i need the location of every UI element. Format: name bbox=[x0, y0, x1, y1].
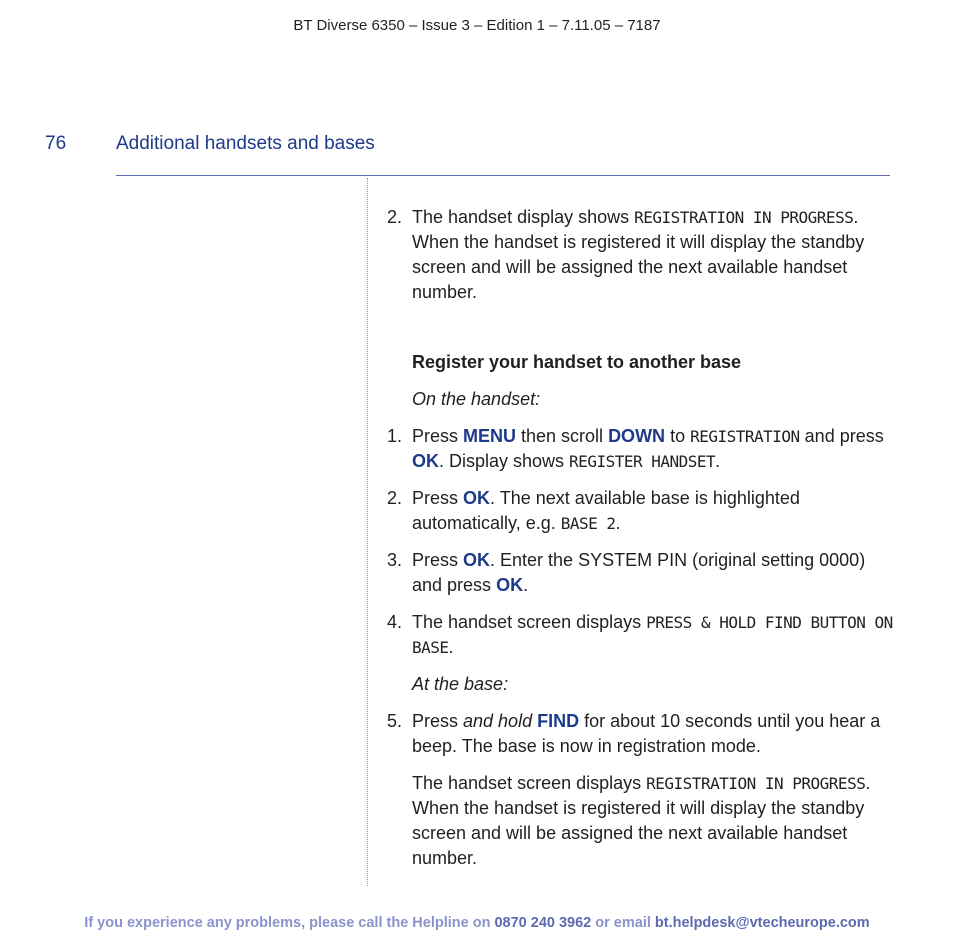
step-text: . bbox=[523, 575, 529, 595]
down-key-label: DOWN bbox=[608, 426, 666, 446]
step-text: Press bbox=[412, 426, 464, 446]
step-text: . bbox=[615, 513, 621, 533]
step-text: The handset screen displays bbox=[412, 612, 647, 632]
step-text: for about 10 seconds until you hear a beep. The base is now in registration mode. bbox=[412, 711, 881, 756]
step-2 bbox=[387, 486, 897, 536]
step-text: Press bbox=[412, 711, 464, 731]
step-text: . The next available base is highlighted automatically, e.g. bbox=[412, 488, 800, 533]
spacer bbox=[387, 317, 897, 350]
on-handset-label: On the handset: bbox=[412, 389, 541, 409]
ok-key-label: OK bbox=[463, 550, 491, 570]
step-number: 3. bbox=[387, 550, 403, 570]
helpline-phone: 0870 240 3962 bbox=[494, 915, 592, 931]
footer-text: If you experience any problems, please call the Helpline on bbox=[84, 915, 495, 931]
display-text: PRESS & HOLD FIND BUTTON ON BASE bbox=[412, 613, 893, 657]
footer-text: or email bbox=[591, 915, 655, 931]
step-3 bbox=[387, 548, 897, 598]
step-text: then scroll bbox=[516, 426, 609, 446]
step-text: Press bbox=[412, 488, 464, 508]
step-prev bbox=[387, 205, 897, 305]
step-5 bbox=[387, 709, 897, 759]
section-title: Additional handsets and bases bbox=[116, 133, 375, 154]
helpdesk-email: bt.helpdesk@vtecheurope.com bbox=[654, 915, 870, 931]
helpline-footer bbox=[0, 915, 954, 931]
step-text: and press bbox=[799, 426, 884, 446]
ok-key-label: OK bbox=[496, 575, 524, 595]
find-key-label: FIND bbox=[537, 711, 580, 731]
display-text: REGISTRATION IN PROGRESS bbox=[634, 208, 854, 227]
document-header: BT Diverse 6350 – Issue 3 – Edition 1 – 7.11.05 – 7187 bbox=[293, 17, 661, 34]
step-text: . bbox=[448, 637, 454, 657]
menu-key-label: MENU bbox=[463, 426, 517, 446]
step-text: . When the handset is registered it will display the standby screen and will be assigned the next available handset number. bbox=[412, 773, 871, 868]
at-base-label: At the base: bbox=[412, 674, 509, 694]
header-rule bbox=[116, 175, 890, 176]
final-paragraph bbox=[387, 771, 897, 871]
step-text: Press bbox=[412, 550, 464, 570]
display-text: REGISTER HANDSET bbox=[569, 452, 716, 471]
ok-key-label: OK bbox=[463, 488, 491, 508]
step-text: The handset display shows bbox=[412, 207, 635, 227]
step-text: . When the handset is registered it will display the standby screen and will be assigned the next available handset number. bbox=[412, 207, 865, 302]
step-number: 1. bbox=[387, 426, 403, 446]
ok-key-label: OK bbox=[412, 451, 439, 471]
display-text: REGISTRATION bbox=[690, 427, 800, 446]
step-number: 2. bbox=[387, 488, 403, 508]
step-text: . Enter the SYSTEM PIN (original setting 0000) and press bbox=[412, 550, 866, 595]
subheading: Register your handset to another base bbox=[412, 352, 742, 372]
step-number: 5. bbox=[387, 711, 403, 731]
step-text: . bbox=[715, 451, 721, 471]
step-1 bbox=[387, 424, 897, 474]
step-number: 2. bbox=[387, 207, 403, 227]
main-content bbox=[387, 205, 897, 883]
step-4 bbox=[387, 610, 897, 660]
page-number: 76 bbox=[45, 133, 67, 154]
step-number: 4. bbox=[387, 612, 403, 632]
step-emphasis: and hold bbox=[463, 711, 533, 731]
step-text: to bbox=[665, 426, 691, 446]
display-text: REGISTRATION IN PROGRESS bbox=[646, 774, 866, 793]
step-text: The handset screen displays bbox=[412, 773, 647, 793]
column-divider bbox=[367, 178, 368, 886]
step-text: . Display shows bbox=[439, 451, 570, 471]
display-text: BASE 2 bbox=[560, 514, 616, 533]
